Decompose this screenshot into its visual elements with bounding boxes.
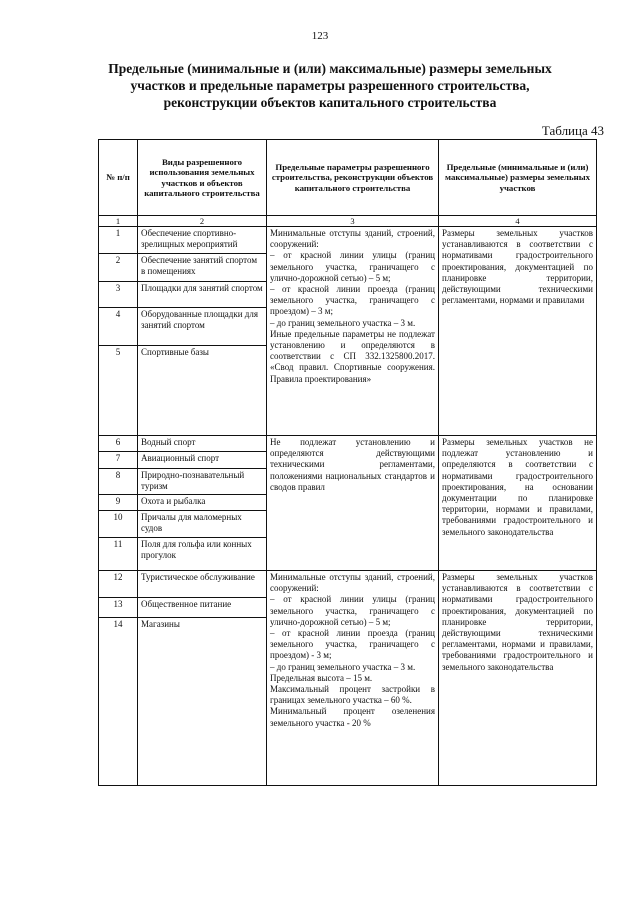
table-label: Таблица 43 <box>541 123 604 138</box>
use-kind: Природно-познавательный туризм <box>138 469 267 495</box>
params-line: – до границ земельного участка – 3 м. <box>270 661 416 672</box>
parameters-table <box>98 139 597 786</box>
use-kind: Оборудованные площадки для занятий спортом <box>138 308 267 346</box>
use-kind: Причалы для маломерных судов <box>138 511 267 538</box>
row-number: 12 <box>99 571 138 598</box>
title-line-1: Предельные (минимальные и (или) максимальные) размеры земельных <box>108 61 552 76</box>
row-number: 1 <box>99 227 138 254</box>
header-row <box>99 140 597 216</box>
page-number: 123 <box>311 30 329 42</box>
table-row <box>99 436 597 452</box>
params-line: – от красной линии улицы (границ земельного участка, граничащего с улично-дорожной сетью) – 5 м; <box>270 594 435 627</box>
params-line: – от красной линии проезда (границ земельного участка, граничащего с проездом) – 3 м; <box>270 284 435 317</box>
row-number: 13 <box>99 598 138 618</box>
table-row <box>99 227 597 254</box>
row-number: 7 <box>99 452 138 469</box>
use-kind: Обеспечение занятий спортом в помещениях <box>138 254 267 282</box>
title-line-3: реконструкции объектов капитального строительства <box>163 95 497 110</box>
params-line: Не подлежат установлению и определяются действующими техническими регламентами, положениями национальных стандартов и сводов правил <box>270 437 435 492</box>
use-kind: Спортивные базы <box>138 346 267 436</box>
header-params: Предельные параметры разрешенного строительства, реконструкции объектов капитального строительства <box>267 140 439 216</box>
row-number: 6 <box>99 436 138 452</box>
params-line: Предельная высота – 15 м. <box>270 672 373 683</box>
row-number: 14 <box>99 618 138 786</box>
table-row <box>99 571 597 598</box>
use-kind: Поля для гольфа или конных прогулок <box>138 538 267 571</box>
params-line: Минимальные отступы зданий, строений, сооружений: <box>270 228 435 250</box>
use-kind: Авиационный спорт <box>138 452 267 469</box>
sizes-cell: Размеры земельных участков устанавливаются в соответствии с нормативами градостроительного проектирования, документацией по планировке территории, действующими техническими регламентами, нормами и правилами <box>439 227 597 436</box>
params-cell <box>267 571 439 786</box>
column-index: 3 <box>267 216 439 227</box>
row-number: 9 <box>99 495 138 511</box>
row-number: 8 <box>99 469 138 495</box>
use-kind: Площадки для занятий спортом <box>138 282 267 308</box>
sizes-cell: Размеры земельных участков устанавливаются в соответствии с нормативами градостроительного проектирования, документацией по планировке территории, действующими техническими регламентами, нормами и правилами, требованиями градостроительного и земельного законодательства <box>439 571 597 786</box>
params-line: – от красной линии улицы (границ земельного участка, граничащего с улично-дорожной сетью) – 5 м; <box>270 250 435 283</box>
row-number: 11 <box>99 538 138 571</box>
row-number: 4 <box>99 308 138 346</box>
column-index: 1 <box>99 216 138 227</box>
sizes-cell: Размеры земельных участков не подлежат установлению и определяются в соответствии с нормативами градостроительного проектирования, на основании документации по планировке территории, нормами и правилами, требованиями градостроительного и земельного законодательства <box>439 436 597 571</box>
row-number: 10 <box>99 511 138 538</box>
column-index-row <box>99 216 597 227</box>
use-kind: Общественное питание <box>138 598 267 618</box>
params-cell <box>267 227 439 436</box>
title-line-2: участков и предельные параметры разрешенного строительства, <box>130 78 530 93</box>
params-line: Минимальный процент озеленения земельного участка - 20 % <box>270 706 435 728</box>
header-kind: Виды разрешенного использования земельных участков и объектов капитального строительства <box>138 140 267 216</box>
column-index: 2 <box>138 216 267 227</box>
use-kind: Охота и рыбалка <box>138 495 267 511</box>
row-number: 5 <box>99 346 138 436</box>
use-kind: Туристическое обслуживание <box>138 571 267 598</box>
use-kind: Обеспечение спортивно-зрелищных мероприятий <box>138 227 267 254</box>
params-line: Максимальный процент застройки в границах земельного участка – 60 %. <box>270 684 435 706</box>
params-line: Иные предельные параметры не подлежат установлению и определяются в соответствии с СП 332.1325800.2017. «Свод правил. Спортивные сооружения. Правила проектирования» <box>270 328 435 384</box>
row-number: 2 <box>99 254 138 282</box>
document-title <box>70 60 590 111</box>
params-line: – до границ земельного участка – 3 м. <box>270 317 416 328</box>
params-cell <box>267 436 439 571</box>
column-index: 4 <box>439 216 597 227</box>
header-sizes: Предельные (минимальные и (или) максимальные) размеры земельных участков <box>439 140 597 216</box>
params-line: – от красной линии проезда (границ земельного участка, граничащего с проездом) - 3 м; <box>270 628 435 661</box>
header-num: № п/п <box>99 140 138 216</box>
use-kind: Магазины <box>138 618 267 786</box>
row-number: 3 <box>99 282 138 308</box>
use-kind: Водный спорт <box>138 436 267 452</box>
params-line: Минимальные отступы зданий, строений, сооружений: <box>270 572 435 594</box>
